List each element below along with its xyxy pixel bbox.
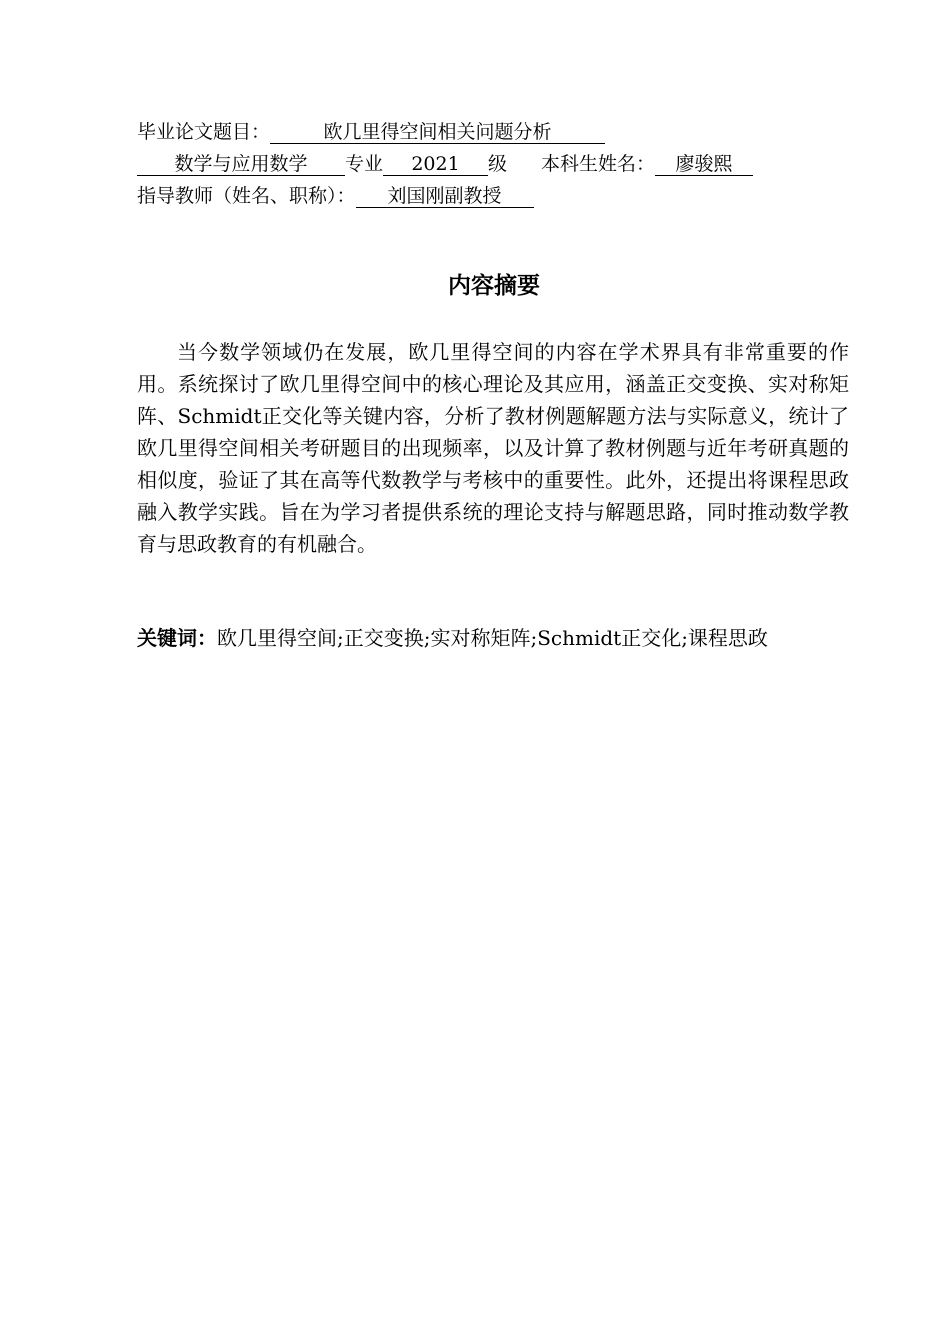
thesis-title-value: 欧几里得空间相关问题分析 [270, 121, 605, 144]
abstract-body: 当今数学领域仍在发展，欧几里得空间的内容在学术界具有非常重要的作用。系统探讨了欧几里得空间中的核心理论及其应用，涵盖正交变换、实对称矩阵、Schmidt正交化等关键内容，分析了教材例题解题方法与实际意义，统计了欧几里得空间相关考研题目的出现频率，以及计算了教材例题与近年考研真题的相似度，验证了其在高等代数教学与考核中的重要性。此外，还提出将课程思政融入教学实践。旨在为学习者提供系统的理论支持与解题思路，同时推动数学教育与思政教育的有机融合。 [137, 340, 849, 556]
advisor-label: 指导教师（姓名、职称）： [137, 185, 356, 207]
abstract-title: 内容摘要 [448, 273, 540, 299]
thesis-title-line [137, 118, 605, 146]
keywords-label: 关键词： [137, 626, 217, 650]
thesis-title-label: 毕业论文题目： [137, 121, 271, 143]
major-grade-name-line [137, 150, 753, 178]
student-name-value: 廖骏熙 [655, 153, 753, 176]
major-label: 专业 [345, 153, 384, 175]
grade-label: 级 [488, 153, 508, 175]
advisor-line [137, 182, 534, 210]
keywords-text: 欧几里得空间;正交变换;实对称矩阵;Schmidt正交化;课程思政 [217, 626, 768, 650]
major-value: 数学与应用数学 [137, 153, 345, 176]
student-name-label: 本科生姓名： [541, 153, 656, 175]
advisor-value: 刘国刚副教授 [356, 185, 534, 208]
grade-value: 2021 [383, 153, 488, 176]
keywords-line [137, 622, 877, 654]
